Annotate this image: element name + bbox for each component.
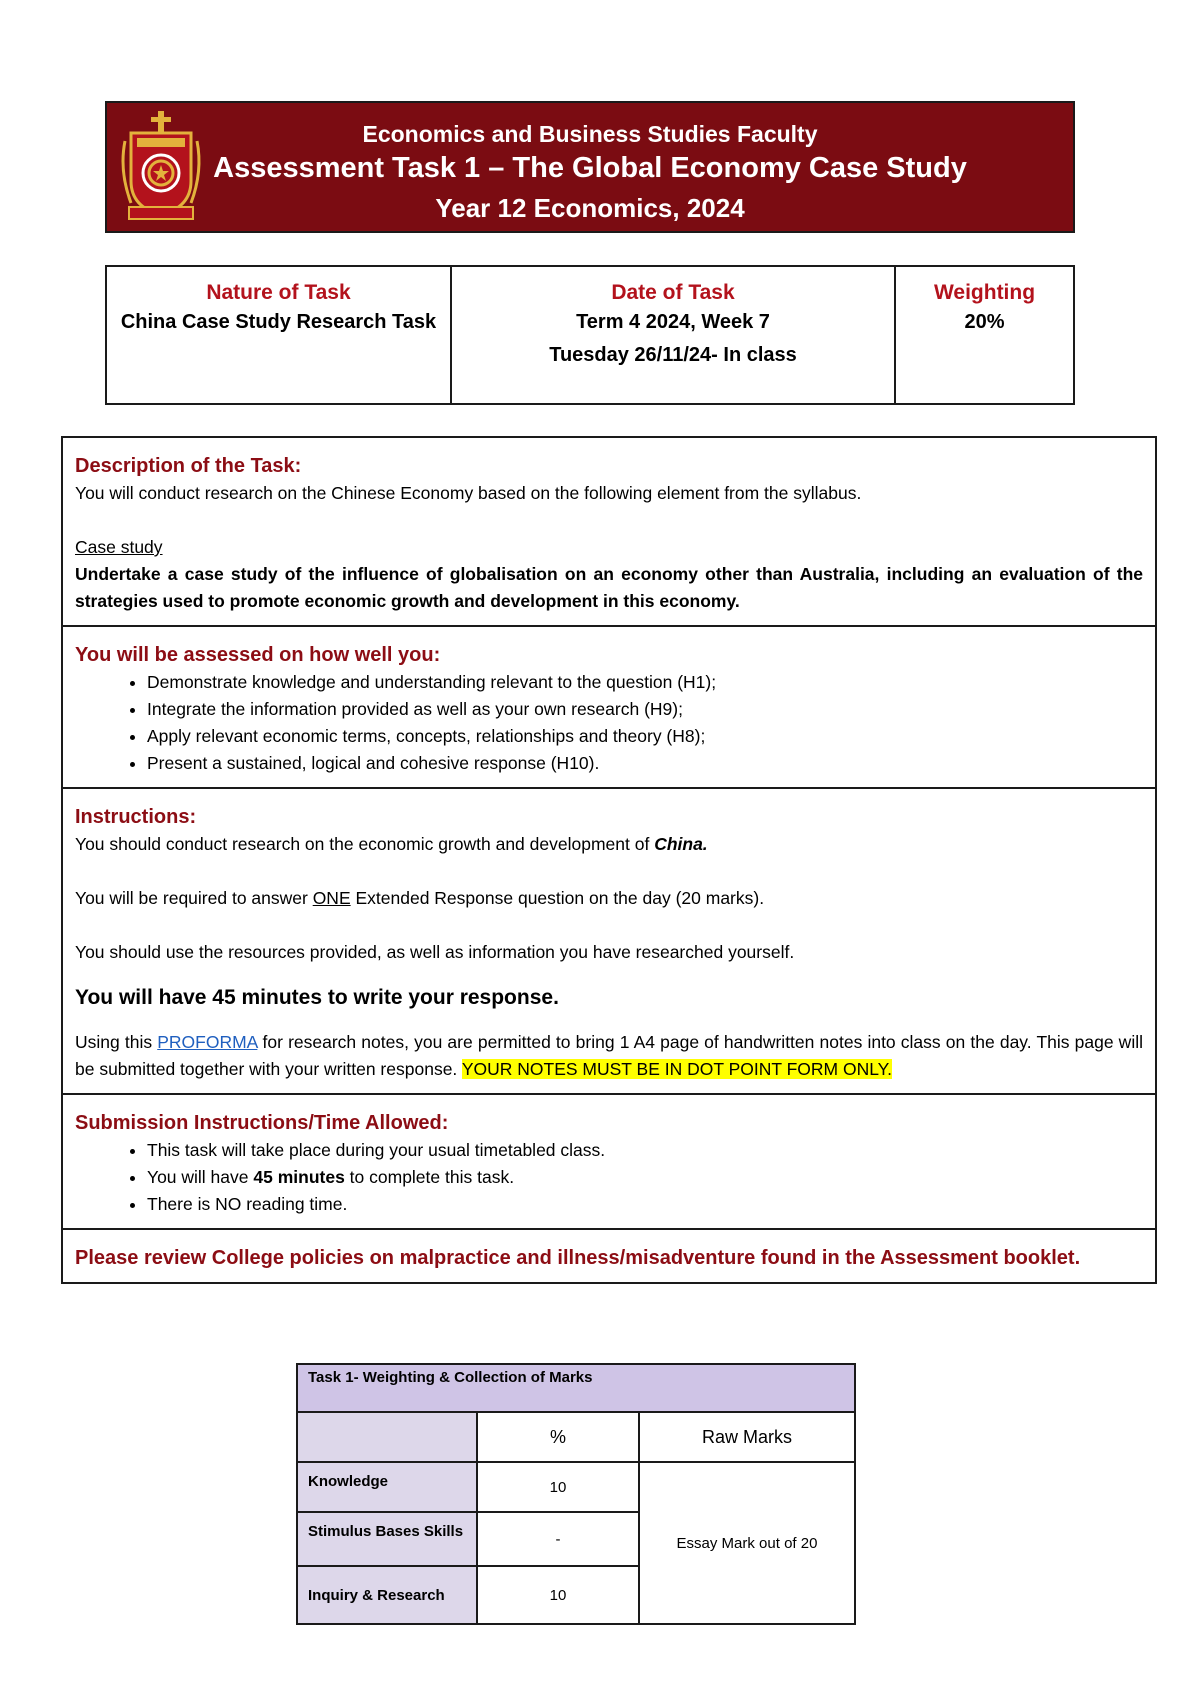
list-item: • You will have 45 minutes to complete this task. — [147, 1164, 1143, 1191]
policy-notice: Please review College policies on malpractice and illness/misadventure found in the Assessment booklet. — [75, 1247, 1081, 1269]
row-percent: 10 — [477, 1566, 639, 1624]
criteria-heading: You will be assessed on how well you: — [75, 644, 441, 666]
time-notice: You will have 45 minutes to write your response. — [75, 986, 559, 1009]
raw-marks-value: Essay Mark out of 20 — [639, 1462, 855, 1624]
list-item: • Apply relevant economic terms, concepts, relationships and theory (H8); — [147, 723, 1143, 750]
nature-cell — [107, 267, 450, 403]
instructions-heading: Instructions: — [75, 806, 197, 828]
task-info-table — [105, 265, 1075, 405]
assessment-title: Assessment Task 1 – The Global Economy Case Study — [213, 152, 967, 184]
instruction-resources: You should use the resources provided, as well as information you have researched yourself. — [75, 942, 795, 962]
list-item: • Demonstrate knowledge and understanding relevant to the question (H1); — [147, 669, 1143, 696]
instructions-section — [63, 789, 1155, 1095]
assessment-criteria-section — [63, 627, 1155, 789]
weighting-value: 20% — [964, 311, 1005, 333]
submission-list — [75, 1137, 1143, 1218]
date-cell — [450, 267, 894, 403]
dot-point-warning: YOUR NOTES MUST BE IN DOT POINT FORM ONLY. — [461, 1059, 892, 1079]
case-study-label: Case study — [75, 537, 163, 557]
one-emphasis: ONE — [312, 888, 351, 908]
weighting-heading: Weighting — [933, 281, 1036, 304]
date-value: Term 4 2024, Week 7 — [576, 311, 770, 333]
date-value-detail: Tuesday 26/11/24- In class — [549, 344, 797, 366]
submission-heading: Submission Instructions/Time Allowed: — [75, 1112, 449, 1134]
description-section — [63, 438, 1155, 627]
row-percent: 10 — [477, 1462, 639, 1512]
course-year: Year 12 Economics, 2024 — [435, 193, 745, 223]
marks-table-caption: Task 1- Weighting & Collection of Marks — [297, 1364, 855, 1412]
description-heading: Description of the Task: — [75, 455, 302, 477]
country-name: China. — [654, 834, 708, 854]
faculty-name: Economics and Business Studies Faculty — [362, 121, 818, 147]
criteria-list — [75, 669, 1143, 777]
list-item: • Integrate the information provided as well as your own research (H9); — [147, 696, 1143, 723]
description-text: You will conduct research on the Chinese Economy based on the following element from the syllabus. — [75, 483, 862, 503]
row-label: Inquiry & Research — [297, 1566, 477, 1624]
list-item: • This task will take place during your usual timetabled class. — [147, 1137, 1143, 1164]
weighting-cell — [894, 267, 1073, 403]
empty-header-cell — [297, 1412, 477, 1462]
submission-section — [63, 1095, 1155, 1230]
row-percent: - — [477, 1512, 639, 1566]
list-item: • There is NO reading time. — [147, 1191, 1143, 1218]
case-study-text: Undertake a case study of the influence of globalisation on an economy other than Australia, including an evaluation of the strategies used to promote economic growth and development in this economy. — [75, 564, 1143, 611]
percent-column-header: % — [477, 1412, 639, 1462]
date-heading: Date of Task — [611, 281, 735, 304]
list-item: • Present a sustained, logical and cohesive response (H10). — [147, 750, 1143, 777]
instruction-notes: Using this PROFORMA for research notes, you are permitted to bring 1 A4 page of handwritten notes into class on the day. This page will be submitted together with your written response. YOUR NOTES MUST BE IN DOT POINT FORM ONLY. — [75, 1032, 1143, 1079]
nature-value: China Case Study Research Task — [120, 311, 437, 333]
task-details-box — [61, 436, 1157, 1284]
instruction-research: You should conduct research on the economic growth and development of China. — [75, 834, 708, 854]
instruction-question: You will be required to answer ONE Extended Response question on the day (20 marks). — [75, 888, 765, 908]
marks-table — [296, 1363, 856, 1625]
proforma-link[interactable]: PROFORMA — [157, 1032, 258, 1052]
policy-section — [63, 1230, 1155, 1282]
header-banner — [105, 101, 1075, 233]
nature-heading: Nature of Task — [206, 281, 351, 304]
raw-marks-column-header: Raw Marks — [639, 1412, 855, 1462]
row-label: Stimulus Bases Skills — [297, 1512, 477, 1566]
row-label: Knowledge — [297, 1462, 477, 1512]
